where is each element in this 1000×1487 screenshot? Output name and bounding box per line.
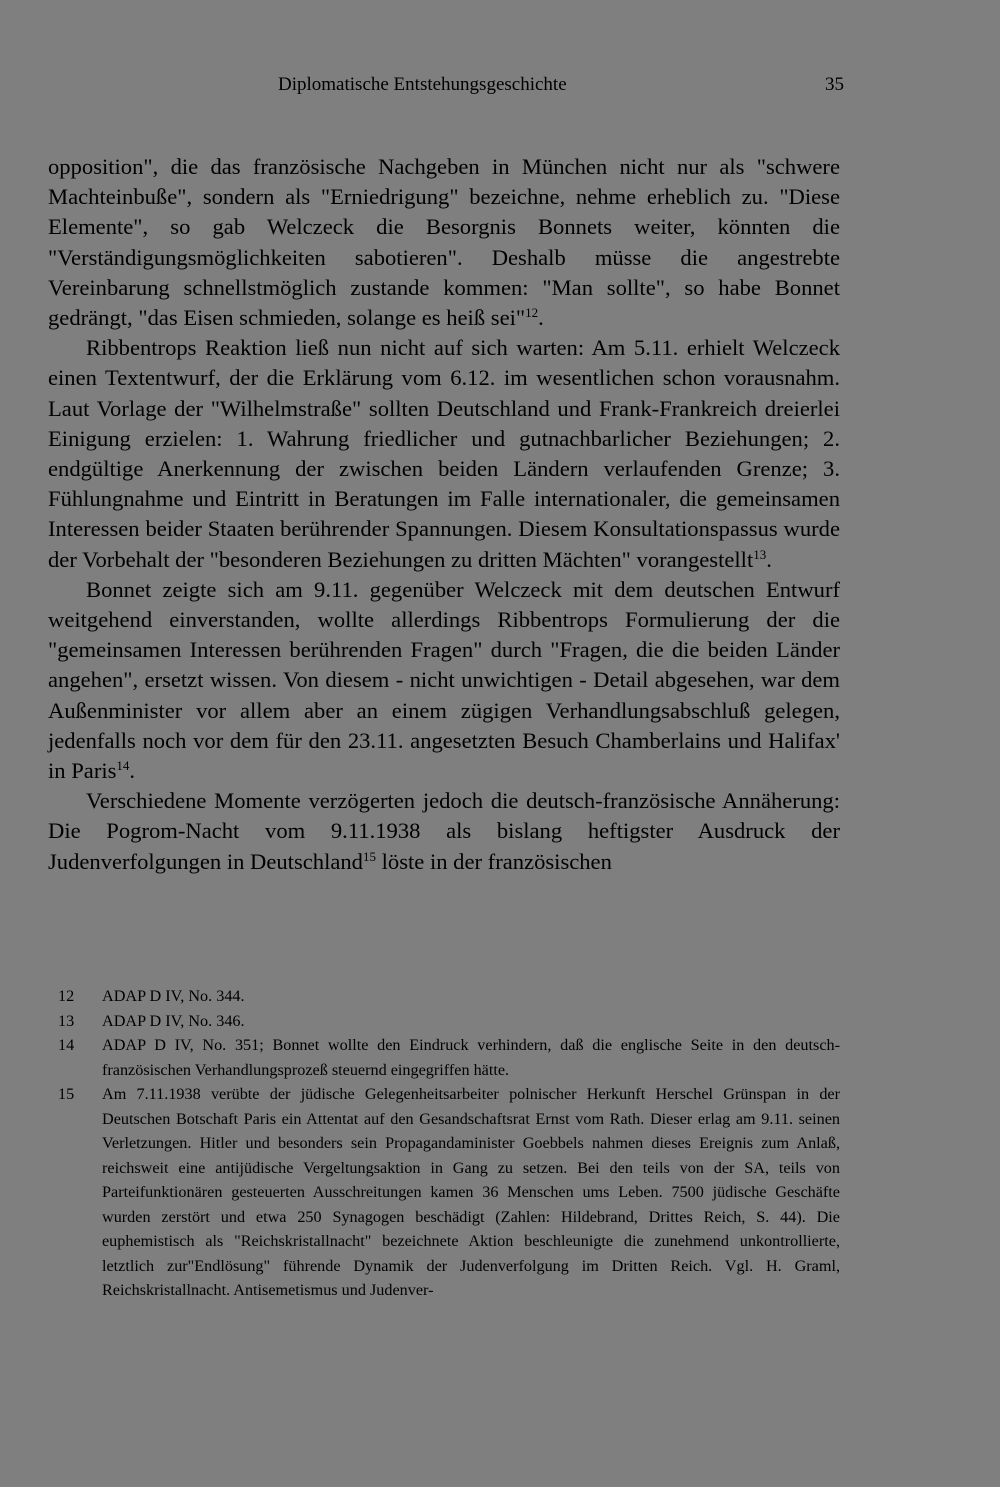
footnote-ref-15: 15 — [362, 848, 376, 864]
paragraph-2 — [48, 333, 840, 575]
paragraph-end: . — [129, 758, 136, 784]
footnote-14 — [48, 1033, 840, 1082]
footnotes — [48, 984, 840, 1303]
footnote-ref-13: 13 — [753, 546, 767, 562]
paragraph-4 — [48, 786, 840, 877]
paragraph-text-continued: löste in der französischen — [375, 848, 612, 874]
paragraph-text: Ribbentrops Reaktion ließ nun nicht auf sich warten: Am 5.11. erhielt Welczeck einen Textentwurf, der die Erklärung vom 6.12. im wesentlichen schon vorausnahm. Laut Vorlage der "Wilhelmstraße" sollten Deutschland und Frank-Frankreich dreierlei Einigung erzielen: 1. Wahrung friedlicher und gutnachbarlicher Beziehungen; 2. endgültige Anerkennung der zwischen beiden Ländern verlaufenden Grenze; 3. Fühlungnahme und Eintritt in Beratungen im Falle internationaler, die gemeinsamen Interessen beider Staaten berührender Spannungen. Diesem Konsultationspassus wurde der Vorbehalt der "besonderen Beziehungen zu dritten Mächten" vorangestellt — [48, 335, 840, 572]
footnote-number: 14 — [58, 1036, 75, 1054]
footnote-15 — [48, 1082, 840, 1303]
paragraph-text: opposition", die das französische Nachgeben in München nicht nur als "schwere Machteinbuße", sondern als "Erniedrigung" bezeichne, nehme erheblich zu. "Diese Elemente", so gab Welczeck die Besorgnis Bonnets weiter, könnten die "Verständigungsmöglichkeiten sabotieren". Deshalb müsse die angestrebte Vereinbarung schnellstmöglich zustande kommen: "Man sollte", so habe Bonnet gedrängt, "das Eisen schmieden, solange es heiß sei" — [48, 154, 840, 331]
running-header — [48, 70, 844, 100]
footnote-text: ADAP D IV, No. 344. — [102, 987, 245, 1005]
footnote-ref-12: 12 — [525, 305, 539, 321]
paragraph-1 — [48, 152, 840, 333]
footnote-text: Am 7.11.1938 verübte der jüdische Gelegenheitsarbeiter polnischer Herkunft Herschel Grünspan in der Deutschen Botschaft Paris ein Attentat auf den Gesandschaftsrat Ernst vom Rath. Dieser erlag am 9.11. seinen Verletzungen. Hitler und besonders sein Propagandaminister Goebbels nahmen dieses Ereignis zum Anlaß, reichsweit eine antijüdische Vergeltungsaktion in Gang zu setzen. Bei den teils von der SA, teils von Parteifunktionären gesteuerten Ausschreitungen kamen 36 Menschen ums Leben. 7500 jüdische Geschäfte wurden zerstört und etwa 250 Synagogen beschädigt (Zahlen: Hildebrand, Drittes Reich, S. 44). Die euphemistisch als "Reichskristallnacht" bezeichnete Aktion beschleunigte die zunehmend unkontrollierte, letztlich zur"Endlösung" führende Dynamik der Judenverfolgung im Dritten Reich. Vgl. H. Graml, Reichskristallnacht. Antisemetismus und Judenver- — [102, 1085, 840, 1299]
footnote-12 — [48, 984, 840, 1009]
body-text — [48, 152, 840, 877]
paragraph-end: . — [538, 305, 544, 331]
footnote-number: 13 — [58, 1011, 75, 1030]
footnote-number: 15 — [58, 1085, 75, 1103]
page-number: 35 — [825, 74, 844, 95]
footnote-number: 12 — [58, 987, 75, 1005]
paragraph-end: . — [766, 546, 772, 572]
footnote-13 — [48, 1009, 840, 1034]
footnote-text: ADAP D IV, No. 346. — [102, 1011, 245, 1030]
footnote-text: ADAP D IV, No. 351; Bonnet wollte den Eindruck verhindern, daß die englische Seite in den deutsch-französischen Verhandlungsprozeß steuernd eingegriffen hätte. — [102, 1036, 840, 1079]
running-title: Diplomatische Entstehungsgeschichte — [278, 74, 567, 95]
paragraph-text: Verschiedene Momente verzögerten jedoch die deutsch-französische Annäherung: Die Pogrom-Nacht vom 9.11.1938 als bislang heftigster Ausdruck der Judenverfolgungen in Deutschland — [48, 788, 840, 874]
paragraph-text: Bonnet zeigte sich am 9.11. gegenüber Welczeck mit dem deutschen Entwurf weitgehend einverstanden, wollte allerdings Ribbentrops Formulierung der die "gemeinsamen Interessen berührenden Fragen" durch "Fragen, die die beiden Länder angehen", ersetzt wissen. Von diesem - nicht unwichtigen - Detail abgesehen, war dem Außenminister vor allem aber an einem zügigen Verhandlungsabschluß gelegen, jedenfalls noch vor dem für den 23.11. angesetzten Besuch Chamberlains und Halifax' in Paris — [48, 576, 840, 784]
footnote-ref-14: 14 — [116, 758, 130, 774]
paragraph-3 — [48, 575, 840, 786]
